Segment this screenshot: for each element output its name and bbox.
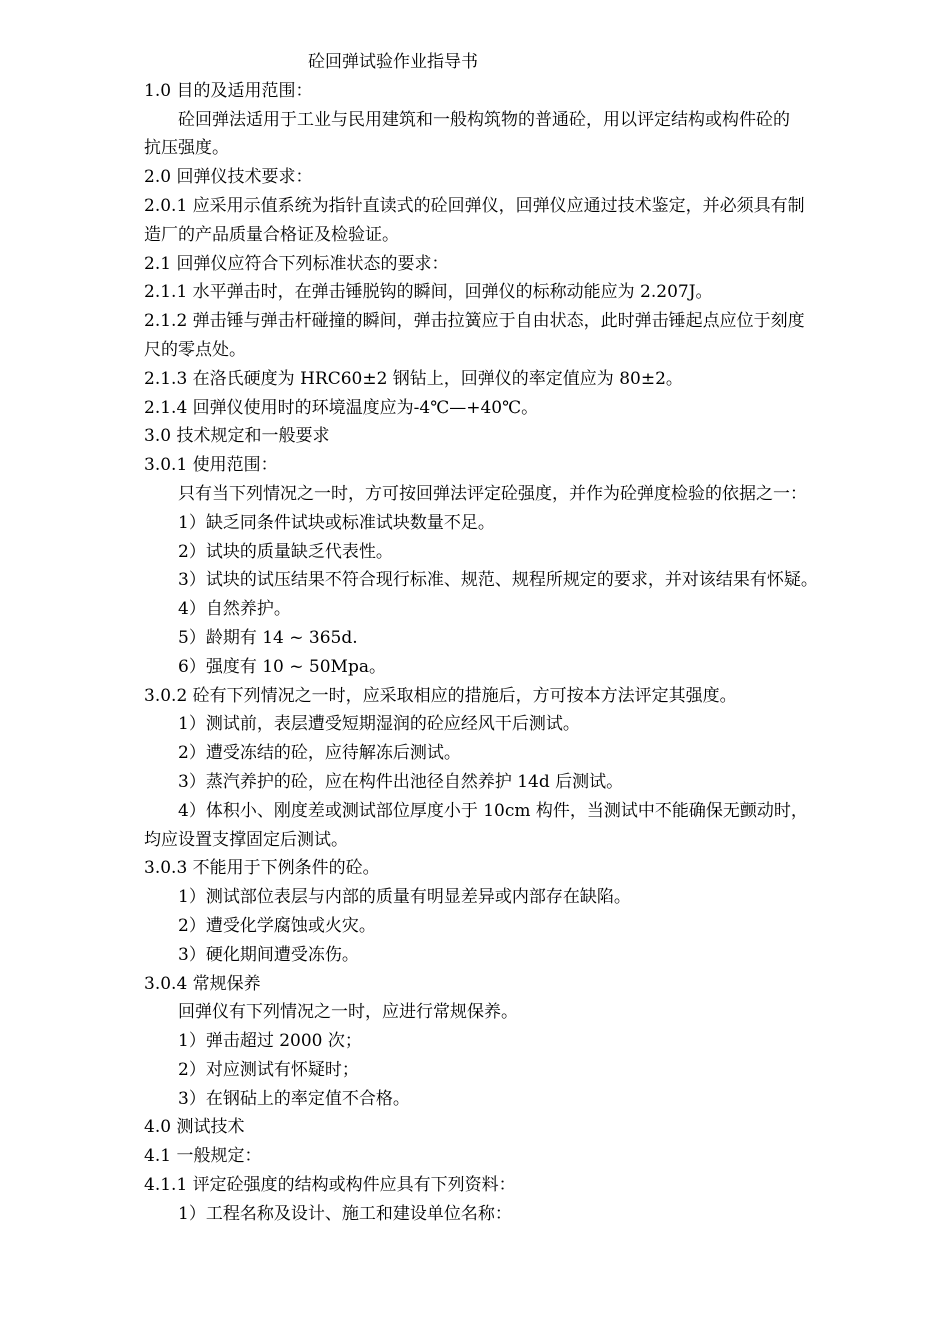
text-line: 5）龄期有 14 ~ 365d. <box>178 627 358 648</box>
text-line: 抗压强度。 <box>144 138 229 159</box>
text-line: 1.0 目的及适用范围： <box>144 80 313 101</box>
text-line: 3）硬化期间遭受冻伤。 <box>178 944 359 965</box>
document-title: 砼回弹试验作业指导书 <box>308 52 478 72</box>
text-line: 均应设置支撑固定后测试。 <box>144 829 348 850</box>
text-line: 1）缺乏同条件试块或标准试块数量不足。 <box>178 512 495 533</box>
text-line: 2）试块的质量缺乏代表性。 <box>178 541 393 562</box>
text-line: 1）工程名称及设计、施工和建设单位名称： <box>178 1203 512 1224</box>
text-line: 3）在钢砧上的率定值不合格。 <box>178 1088 410 1109</box>
text-line: 2）对应测试有怀疑时； <box>178 1059 359 1080</box>
text-line: 3.0.1 使用范围： <box>144 455 278 476</box>
text-line: 2.1.1 水平弹击时，在弹击锤脱钩的瞬间，回弹仪的标称动能应为 2.207J。 <box>144 282 713 303</box>
text-line: 4）体积小、刚度差或测试部位厚度小于 10cm 构件，当测试中不能确保无颤动时， <box>178 800 808 821</box>
text-line: 尺的零点处。 <box>144 339 246 360</box>
text-line: 2.0.1 应采用示值系统为指针直读式的砼回弹仪，回弹仪应通过技术鉴定，并必须具有制 <box>144 195 805 216</box>
text-line: 4.1.1 评定砼强度的结构或构件应具有下列资料： <box>144 1175 516 1196</box>
text-line: 4.1 一般规定： <box>144 1146 262 1167</box>
text-line: 2.1.4 回弹仪使用时的环境温度应为-4℃—+40℃。 <box>144 397 539 418</box>
text-line: 3.0.2 砼有下列情况之一时，应采取相应的措施后，方可按本方法评定其强度。 <box>144 685 737 706</box>
text-line: 1）测试前，表层遭受短期湿润的砼应经风干后测试。 <box>178 714 580 735</box>
text-line: 4.0 测试技术 <box>144 1117 245 1138</box>
text-line: 回弹仪有下列情况之一时，应进行常规保养。 <box>178 1002 518 1023</box>
text-line: 4）自然养护。 <box>178 599 291 620</box>
text-line: 1）弹击超过 2000 次； <box>178 1031 362 1052</box>
text-line: 2）遭受冻结的砼，应待解冻后测试。 <box>178 743 461 764</box>
text-line: 2.1.3 在洛氏硬度为 HRC60±2 钢钻上，回弹仪的率定值应为 80±2。 <box>144 368 683 389</box>
text-line: 3）试块的试压结果不符合现行标准、规范、规程所规定的要求，并对该结果有怀疑。 <box>178 570 818 591</box>
text-line: 只有当下列情况之一时，方可按回弹法评定砼强度，并作为砼弹度检验的依据之一： <box>178 483 807 504</box>
text-line: 3）蒸汽养护的砼，应在构件出池径自然养护 14d 后测试。 <box>178 771 624 792</box>
text-line: 3.0 技术规定和一般要求 <box>144 426 330 447</box>
text-line: 2.1.2 弹击锤与弹击杆碰撞的瞬间，弹击拉簧应于自由状态，此时弹击锤起点应位于刻度 <box>144 311 805 332</box>
text-line: 3.0.4 常规保养 <box>144 973 261 994</box>
text-line: 3.0.3 不能用于下例条件的砼。 <box>144 858 380 879</box>
text-line: 2）遭受化学腐蚀或火灾。 <box>178 915 376 936</box>
text-line: 2.0 回弹仪技术要求： <box>144 167 313 188</box>
text-line: 2.1 回弹仪应符合下列标准状态的要求： <box>144 253 449 274</box>
text-line: 1）测试部位表层与内部的质量有明显差异或内部存在缺陷。 <box>178 887 631 908</box>
text-line: 6）强度有 10 ~ 50Mpa。 <box>178 656 386 677</box>
document-body <box>144 77 890 1229</box>
text-line: 砼回弹法适用于工业与民用建筑和一般构筑物的普通砼，用以评定结构或构件砼的 <box>178 109 790 130</box>
text-line: 造厂的产品质量合格证及检验证。 <box>144 224 399 245</box>
